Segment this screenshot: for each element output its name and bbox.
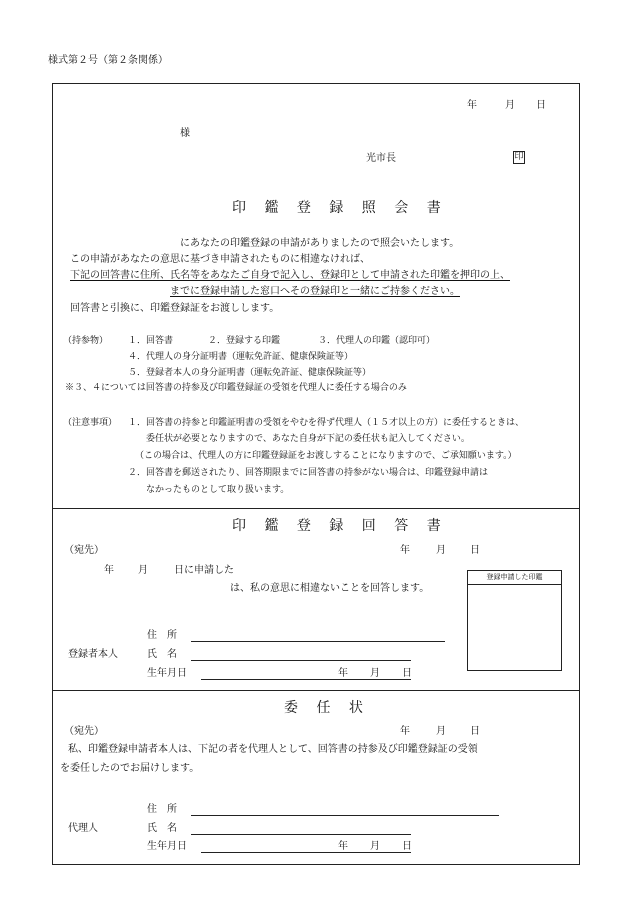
reply-date-year: 年 [400, 545, 410, 556]
proxy-birth-label: 生年月日 [147, 841, 187, 852]
note-2b: なかったものとして取り扱います。 [146, 485, 290, 495]
reply-name-field[interactable] [191, 660, 411, 661]
reply-birth-month: 月 [370, 668, 380, 679]
inquiry-line-4: までに登録申請した窓口へその登録印と一緒にご持参ください。 [170, 286, 460, 297]
reply-title: 印 鑑 登 録 回 答 書 [232, 518, 448, 534]
note-2a: ２．回答書を郵送されたり、回答期限までに回答書の持参がない場合は、印鑑登録申請は [128, 468, 489, 478]
proxy-address-label: 住 所 [147, 804, 177, 815]
inquiry-date-day: 日 [536, 100, 546, 111]
item-4: ４．代理人の身分証明書（運転免許証、健康保険証等） [128, 352, 354, 362]
reply-addressee: （宛先） [64, 545, 104, 556]
note-1c: （この場合は、代理人の方に印鑑登録証をお渡しすることになりますので、ご承知願います。） [135, 451, 517, 461]
proxy-title: 委 任 状 [284, 700, 370, 716]
registered-seal-box[interactable] [467, 570, 562, 671]
inquiry-line-5: 回答書と引換に、印鑑登録証をお渡しします。 [70, 303, 280, 314]
proxy-date-month: 月 [436, 726, 446, 737]
applied-date-day: 日に申請した [174, 565, 234, 576]
form-number: 様式第２号（第２条関係） [48, 55, 168, 66]
reply-address-field[interactable] [191, 641, 445, 642]
proxy-name-label: 氏 名 [147, 823, 177, 834]
proxy-birth-month: 月 [370, 841, 380, 852]
inquiry-line-3: 下記の回答書に住所、氏名等をあなたご自身で記入し、登録印として申請された印鑑を押印の上、 [70, 270, 510, 281]
seal-mark: 印 [514, 152, 524, 162]
reply-person-label: 登録者本人 [68, 649, 118, 660]
item-5: ５．登録者本人の身分証明書（運転免許証、健康保険証等） [128, 368, 372, 378]
proxy-date-year: 年 [400, 726, 410, 737]
items-note: ※３、４については回答書の持参及び印鑑登録証の受領を代理人に委任する場合のみ [65, 383, 407, 393]
proxy-date-day: 日 [470, 726, 480, 737]
proxy-birth-field[interactable] [201, 852, 411, 853]
reply-birth-label: 生年月日 [147, 668, 187, 679]
registered-seal-box-label: 登録申請した印鑑 [468, 571, 561, 585]
items-label: （持参物） [63, 336, 109, 346]
reply-birth-field[interactable] [201, 679, 411, 680]
reply-date-day: 日 [470, 545, 480, 556]
applied-date-year: 年 [104, 565, 114, 576]
inquiry-date-year: 年 [467, 100, 477, 111]
inquiry-date-month: 月 [505, 100, 515, 111]
proxy-birth-year: 年 [338, 841, 348, 852]
reply-confirm-text: は、私の意思に相違ないことを回答します。 [230, 583, 430, 594]
proxy-address-field[interactable] [191, 815, 499, 816]
notes-label: （注意事項） [63, 418, 118, 428]
reply-name-label: 氏 名 [147, 649, 177, 660]
proxy-body-2: を委任したのでお届けします。 [60, 763, 200, 774]
proxy-body-1: 私、印鑑登録申請者本人は、下記の者を代理人として、回答書の持参及び印鑑登録証の受領 [68, 744, 478, 755]
reply-date-month: 月 [436, 545, 446, 556]
proxy-birth-day: 日 [402, 841, 412, 852]
proxy-addressee: （宛先） [64, 726, 104, 737]
section-divider-reply [52, 508, 580, 509]
applied-date-month: 月 [138, 565, 148, 576]
reply-address-label: 住 所 [147, 630, 177, 641]
reply-birth-day: 日 [402, 668, 412, 679]
addressee-suffix: 様 [180, 128, 190, 139]
item-2: ２．登録する印鑑 [208, 336, 281, 346]
proxy-name-field[interactable] [191, 834, 411, 835]
note-1b: 委任状が必要となりますので、あなた自身が下記の委任状も記入してください。 [146, 434, 470, 444]
inquiry-title: 印 鑑 登 録 照 会 書 [232, 200, 448, 216]
inquiry-line-1: にあなたの印鑑登録の申請がありましたので照会いたします。 [180, 238, 460, 249]
item-3: ３．代理人の印鑑（認印可） [318, 336, 436, 346]
reply-birth-year: 年 [338, 668, 348, 679]
proxy-person-label: 代理人 [68, 823, 98, 834]
item-1: １．回答書 [128, 336, 174, 346]
inquiry-line-2: この申請があなたの意思に基づき申請されたものに相違なければ、 [70, 254, 370, 265]
section-divider-proxy [52, 690, 580, 691]
issuer-name: 光市長 [366, 153, 396, 164]
note-1a: １．回答書の持参と印鑑証明書の受領をやむを得ず代理人（１５才以上の方）に委任するときは、 [128, 418, 525, 428]
